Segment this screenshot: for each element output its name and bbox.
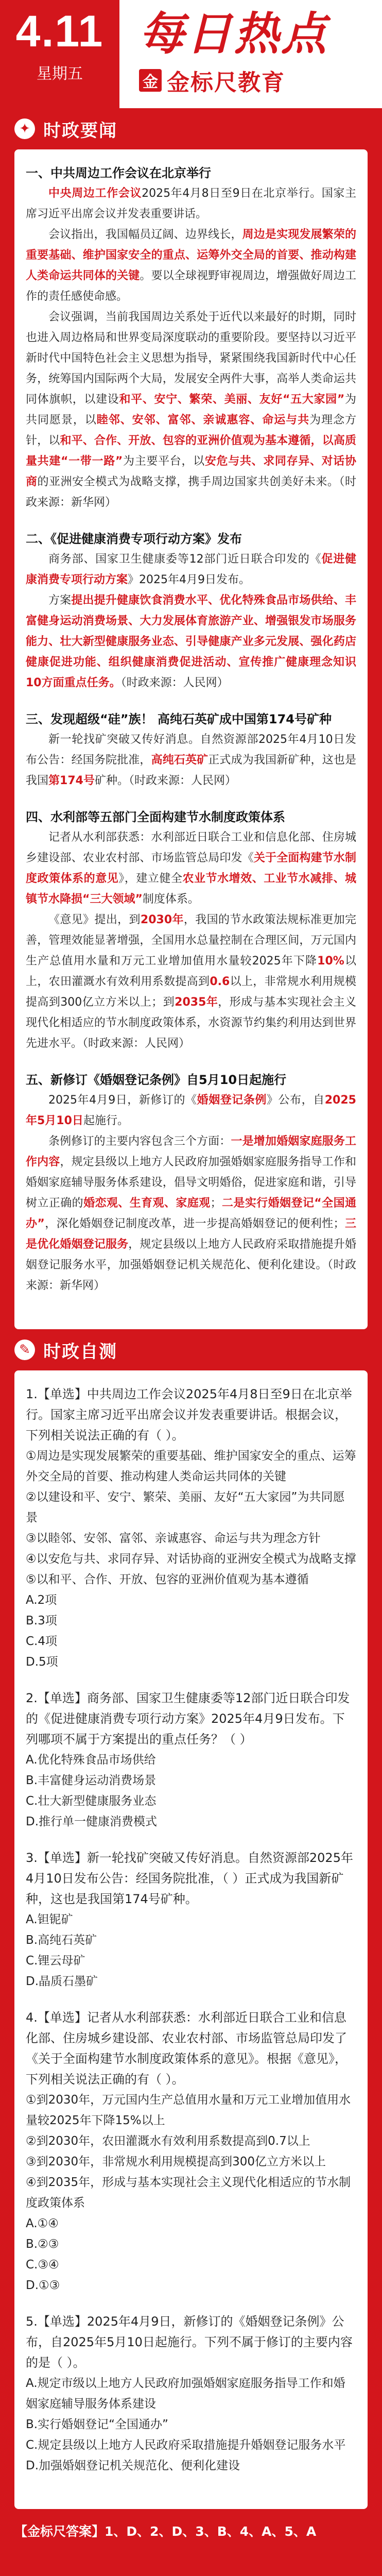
quiz-section — [14, 1329, 368, 2509]
news-item — [26, 1070, 356, 1296]
body-text: 为主要平台，以 — [123, 455, 205, 468]
question-stem: 4.【单选】记者从水利部获悉：水利部近日联合工业和信息化部、住房城乡建设部、农业农村部、市场监管总局印发了《关于全面构建节水制度政策体系的意见》。根据《意见》，下列相关说法正确的有（ ）。 — [26, 2010, 347, 2087]
highlight-text: 高纯石英矿 — [151, 754, 209, 767]
body-text: 为共同愿景，以 — [26, 393, 356, 427]
body-text: 新一轮找矿突破又传好消息。自然资源部2025年4月10日发布公告：经国务院批准， — [26, 733, 356, 767]
question-option: ③以睦邻、安邻、富邻、亲诚惠容、命运与共为理念方针 — [26, 1532, 321, 1545]
question-option: D.5项 — [26, 1655, 58, 1669]
body-text: 矿种。（时政来源：人民网） — [94, 774, 236, 787]
question-stem: 1.【单选】中共周边工作会议2025年4月8日至9日在北京举行。国家主席习近平出席会议并发表重要讲话。根据会议，下列相关说法正确的有（ ）。 — [26, 1387, 352, 1443]
body-text: ，规定县级以上地方人民政府加强婚姻家庭服务指导工作和婚姻家庭辅导服务体系建设，倡导文明婚俗，促进家庭和谐，引导树立正确的 — [26, 1156, 356, 1210]
body-text: 条例修订的主要内容包含三个方面： — [48, 1135, 231, 1148]
question-option: D.推行单一健康消费模式 — [26, 1815, 158, 1828]
quiz-question — [26, 2007, 356, 2296]
body-text: 为理念方针，以 — [26, 414, 356, 447]
body-text: ，规定县级以上地方人民政府采取措施提升婚姻登记服务水平，加强婚姻登记机关规范化、便利化建设。（时政来源：新华网） — [26, 1238, 356, 1292]
body-text: 正式成为我国新矿种，这也是我国 — [26, 754, 356, 787]
news-paragraph — [26, 827, 356, 910]
body-text: 》，建立健全 — [118, 872, 183, 885]
news-item — [26, 709, 356, 791]
quiz-question — [26, 2311, 356, 2476]
body-text: 以上，农田灌溉水有效利用系数提高到 — [26, 955, 356, 988]
news-item — [26, 529, 356, 693]
body-text: ，深化婚姻登记制度改革，进一步提高婚姻登记的便利性； — [44, 1217, 345, 1230]
brand-logo-icon: 金 — [139, 69, 162, 92]
quiz-question — [26, 1384, 356, 1672]
highlight-text: 农业节水增效、工业节水减排、城镇节水降损“三大领域” — [26, 872, 356, 906]
highlight-text: 中央周边工作会议 — [48, 187, 142, 200]
highlight-text: 一是增加婚姻家庭服务工作内容 — [26, 1135, 356, 1168]
question-option: B.高纯石英矿 — [26, 1934, 97, 1947]
question-option: ③到2030年，非常规水利用规模提高到300亿立方米以上 — [26, 2155, 326, 2168]
quiz-section-title — [14, 1329, 368, 1370]
quiz-section-heading: 时政自测 — [43, 1341, 117, 1362]
body-text: 2025年4月9日，新修订的《 — [48, 1094, 197, 1107]
question-option: C.锂云母矿 — [26, 1954, 85, 1968]
question-option: C.壮大新型健康服务业态 — [26, 1794, 157, 1808]
brand-row — [139, 64, 372, 97]
news-paragraph — [26, 307, 356, 513]
highlight-text: 二是实行婚姻登记“全国通办” — [26, 1197, 356, 1230]
pin-icon: ✦ — [14, 118, 35, 139]
question-stem: 3.【单选】新一轮找矿突破又传好消息。自然资源部2025年4月10日发布公告：经国务院批准，（ ）正式成为我国新矿种，这也是我国第174号矿种。 — [26, 1851, 353, 1906]
pencil-icon: ✎ — [14, 1340, 35, 1360]
body-text: 以上，非常规水利用规模提高到300亿立方米以上；到 — [26, 975, 356, 1009]
highlight-text: 0.6 — [210, 975, 230, 988]
news-section — [14, 108, 368, 1329]
quiz-question — [26, 1848, 356, 1992]
highlight-text: 关于全面构建节水制度政策体系的意见 — [26, 852, 356, 885]
question-option: B.实行婚姻登记“全国通办” — [26, 2418, 168, 2431]
news-paragraph — [26, 590, 356, 693]
highlight-text: 三是优化婚姻登记服务 — [26, 1217, 356, 1251]
body-text: 2025年4月8日至9日在北京举行。国家主席习近平出席会议并发表重要讲话。 — [26, 187, 356, 221]
highlight-text: 婚姻登记条例 — [197, 1094, 267, 1107]
news-headline: 五、新修订《婚姻登记条例》自5月10日起施行 — [26, 1073, 287, 1087]
highlight-text: 提出提升健康饮食消费水平、优化特殊食品市场供给、丰富健身运动消费场景、大力发展体育旅游产业、增强银发市场服务能力、壮大新型健康服务业态、引导健康产业多元发展、强化药店健康促进功能、组织健康消费促进活动、宣传推广健康理念知识10方面重点任务。 — [26, 594, 356, 689]
body-text: 会议强调，当前我国周边关系处于近代以来最好的时期，同时也进入周边格局和世界变局深度联动的重要阶段。要坚持以习近平新时代中国特色社会主义思想为指导，紧紧围绕我国新时代中心任务，统筹国内国际两个大局，发展安全两件大事，高举人类命运共同体旗帜，以建设 — [26, 311, 356, 406]
question-option: D.晶质石墨矿 — [26, 1975, 98, 1988]
date-block — [0, 0, 119, 108]
highlight-text: 10% — [317, 955, 344, 968]
highlight-text: 2035年 — [175, 996, 218, 1009]
news-paragraph — [26, 183, 356, 225]
highlight-text: 的亚洲价值观为基本遵循，以 — [185, 434, 334, 447]
question-option: ④以安危与共、求同存异、对话协商的亚洲安全模式为战略支撑 — [26, 1552, 356, 1566]
highlight-text: 2025年5月10日 — [26, 1094, 356, 1127]
question-option: A.规定市级以上地方人民政府加强婚姻家庭服务指导工作和婚姻家庭辅导服务体系建设 — [26, 2377, 345, 2411]
body-text: 》公布，自 — [266, 1094, 325, 1107]
news-paragraph — [26, 1090, 356, 1131]
title-wrap — [139, 5, 372, 97]
question-option: ②到2030年，农田灌溉水有效利用系数提高到0.7以上 — [26, 2134, 310, 2148]
news-paragraph — [26, 225, 356, 307]
question-option: B.3项 — [26, 1614, 57, 1628]
body-text: ； — [210, 1197, 222, 1210]
question-option: ①到2030年，万元国内生产总值用水量和万元工业增加值用水量较2025年下降15%以上 — [26, 2093, 351, 2127]
highlight-text: 安危与共、求同存异、对话协商 — [26, 455, 356, 488]
header — [0, 0, 382, 108]
body-text: 起施行。 — [83, 1114, 129, 1127]
body-text: ，我国的节水政策法规标准更加完善，管理效能显著增强，全国用水总量控制在合理区间，万元国内生产总值用水量和万元工业增加值用水量较2025年下降 — [26, 913, 356, 968]
news-headline: 四、水利部等五部门全面构建节水制度政策体系 — [26, 810, 285, 824]
highlight-text: 和平、安宁、繁荣、美丽、友好“五大家园” — [119, 393, 345, 406]
body-text: 记者从水利部获悉：水利部近日联合工业和信息化部、住房城乡建设部、农业农村部、市场监管总局印发《 — [26, 831, 356, 865]
news-paragraph — [26, 730, 356, 791]
body-text: ，形成与基本实现社会主义现代化相适应的节水制度政策体系，水资源节约集约利用达到世界先进水平。（时政来源：人民网） — [26, 996, 356, 1050]
question-option: ⑤以和平、合作、开放、包容的亚洲价值观为基本遵循 — [26, 1573, 309, 1586]
body-text: 方案 — [48, 594, 72, 607]
question-option: ②以建设和平、安宁、繁荣、美丽、友好“五大家园”为共同愿景 — [26, 1490, 345, 1524]
highlight-text: 婚恋观、生育观、家庭观 — [83, 1197, 211, 1210]
page-title: 每日热点 — [139, 7, 329, 60]
question-option: ①周边是实现发展繁荣的重要基础、维护国家安全的重点、运筹外交全局的首要、推动构建人类命运共同体的关键 — [26, 1449, 356, 1483]
question-option: D.加强婚姻登记机关规范化、便利化建设 — [26, 2459, 240, 2472]
question-stem: 5.【单选】2025年4月9日，新修订的《婚姻登记条例》公布，自2025年5月10日起施行。下列不属于修订的主要内容的是（ ）。 — [26, 2314, 353, 2370]
news-paragraph — [26, 1131, 356, 1296]
highlight-text: 睦邻、安邻、富邻、亲诚惠容、命运与共 — [96, 414, 310, 427]
news-section-title — [14, 108, 368, 149]
question-option: ④到2035年，形成与基本实现社会主义现代化相适应的节水制度政策体系 — [26, 2176, 351, 2210]
brand-name: 金标尺教育 — [167, 70, 285, 96]
news-paragraph — [26, 549, 356, 590]
question-option: A.钽铌矿 — [26, 1913, 73, 1926]
weekday: 星期五 — [37, 65, 83, 83]
news-headline: 一、中共周边工作会议在北京举行 — [26, 166, 211, 180]
question-option: C.规定县级以上地方人民政府采取措施提升婚姻登记服务水平 — [26, 2438, 346, 2452]
question-option: A.优化特殊食品市场供给 — [26, 1753, 156, 1767]
question-option: A.①④ — [26, 2217, 59, 2230]
body-text: 。要以全球视野审视周边，增强做好周边工作的责任感使命感。 — [26, 269, 356, 303]
question-stem: 2.【单选】商务部、国家卫生健康委等12部门近日联合印发的《促进健康消费专项行动方案》2025年4月9日发布。下列哪项不属于方案提出的重点任务？（ ） — [26, 1691, 350, 1747]
news-card — [14, 149, 368, 1329]
question-option: D.①③ — [26, 2279, 60, 2292]
body-text: 《意见》提出，到 — [48, 913, 141, 926]
highlight-text: 和平、合作、开放、包容 — [60, 434, 185, 447]
question-option: B.②③ — [26, 2238, 59, 2251]
question-option: A.2项 — [26, 1594, 57, 1607]
body-text: 制度体系。 — [142, 893, 199, 906]
question-option: C.③④ — [26, 2258, 59, 2272]
highlight-text: 周边是实现发展繁荣的重要基础、维护国家安全的重点、运筹外交全局的首要、推动构建人类命运共同体的关键 — [26, 228, 356, 282]
highlight-text: 2030年 — [140, 913, 184, 926]
body-text: 会议指出，我国幅员辽阔、边界线长， — [48, 228, 242, 241]
date-number: 4.11 — [15, 7, 104, 56]
body-text: 的亚洲安全模式为战略支撑，携手周边国家共创美好未来。（时政来源：新华网） — [26, 476, 356, 509]
quiz-question — [26, 1688, 356, 1832]
news-section-heading: 时政要闻 — [43, 120, 117, 141]
quiz-card — [14, 1370, 368, 2509]
highlight-text: 高质量共建“一带一路” — [26, 434, 356, 468]
highlight-text: 第174号 — [48, 774, 95, 787]
news-headline: 三、发现超级“硅”族！ 高纯石英矿成中国第174号矿种 — [26, 712, 332, 726]
news-item — [26, 807, 356, 1054]
body-text: 商务部、国家卫生健康委等12部门近日联合印发的《 — [48, 553, 322, 566]
news-headline: 二、《促进健康消费专项行动方案》发布 — [26, 532, 242, 546]
news-item — [26, 163, 356, 513]
news-paragraph — [26, 910, 356, 1054]
question-option: C.4项 — [26, 1635, 58, 1648]
answer-key: 【金标尺答案】1、D、2、D、3、B、4、A、5、A — [14, 2524, 317, 2539]
question-option: B.丰富健身运动消费场景 — [26, 1774, 157, 1787]
body-text: （时政来源：人民网） — [120, 676, 229, 689]
body-text: 》2025年4月9日发布。 — [128, 573, 250, 586]
highlight-text: 促进健康消费专项行动方案 — [26, 553, 356, 586]
